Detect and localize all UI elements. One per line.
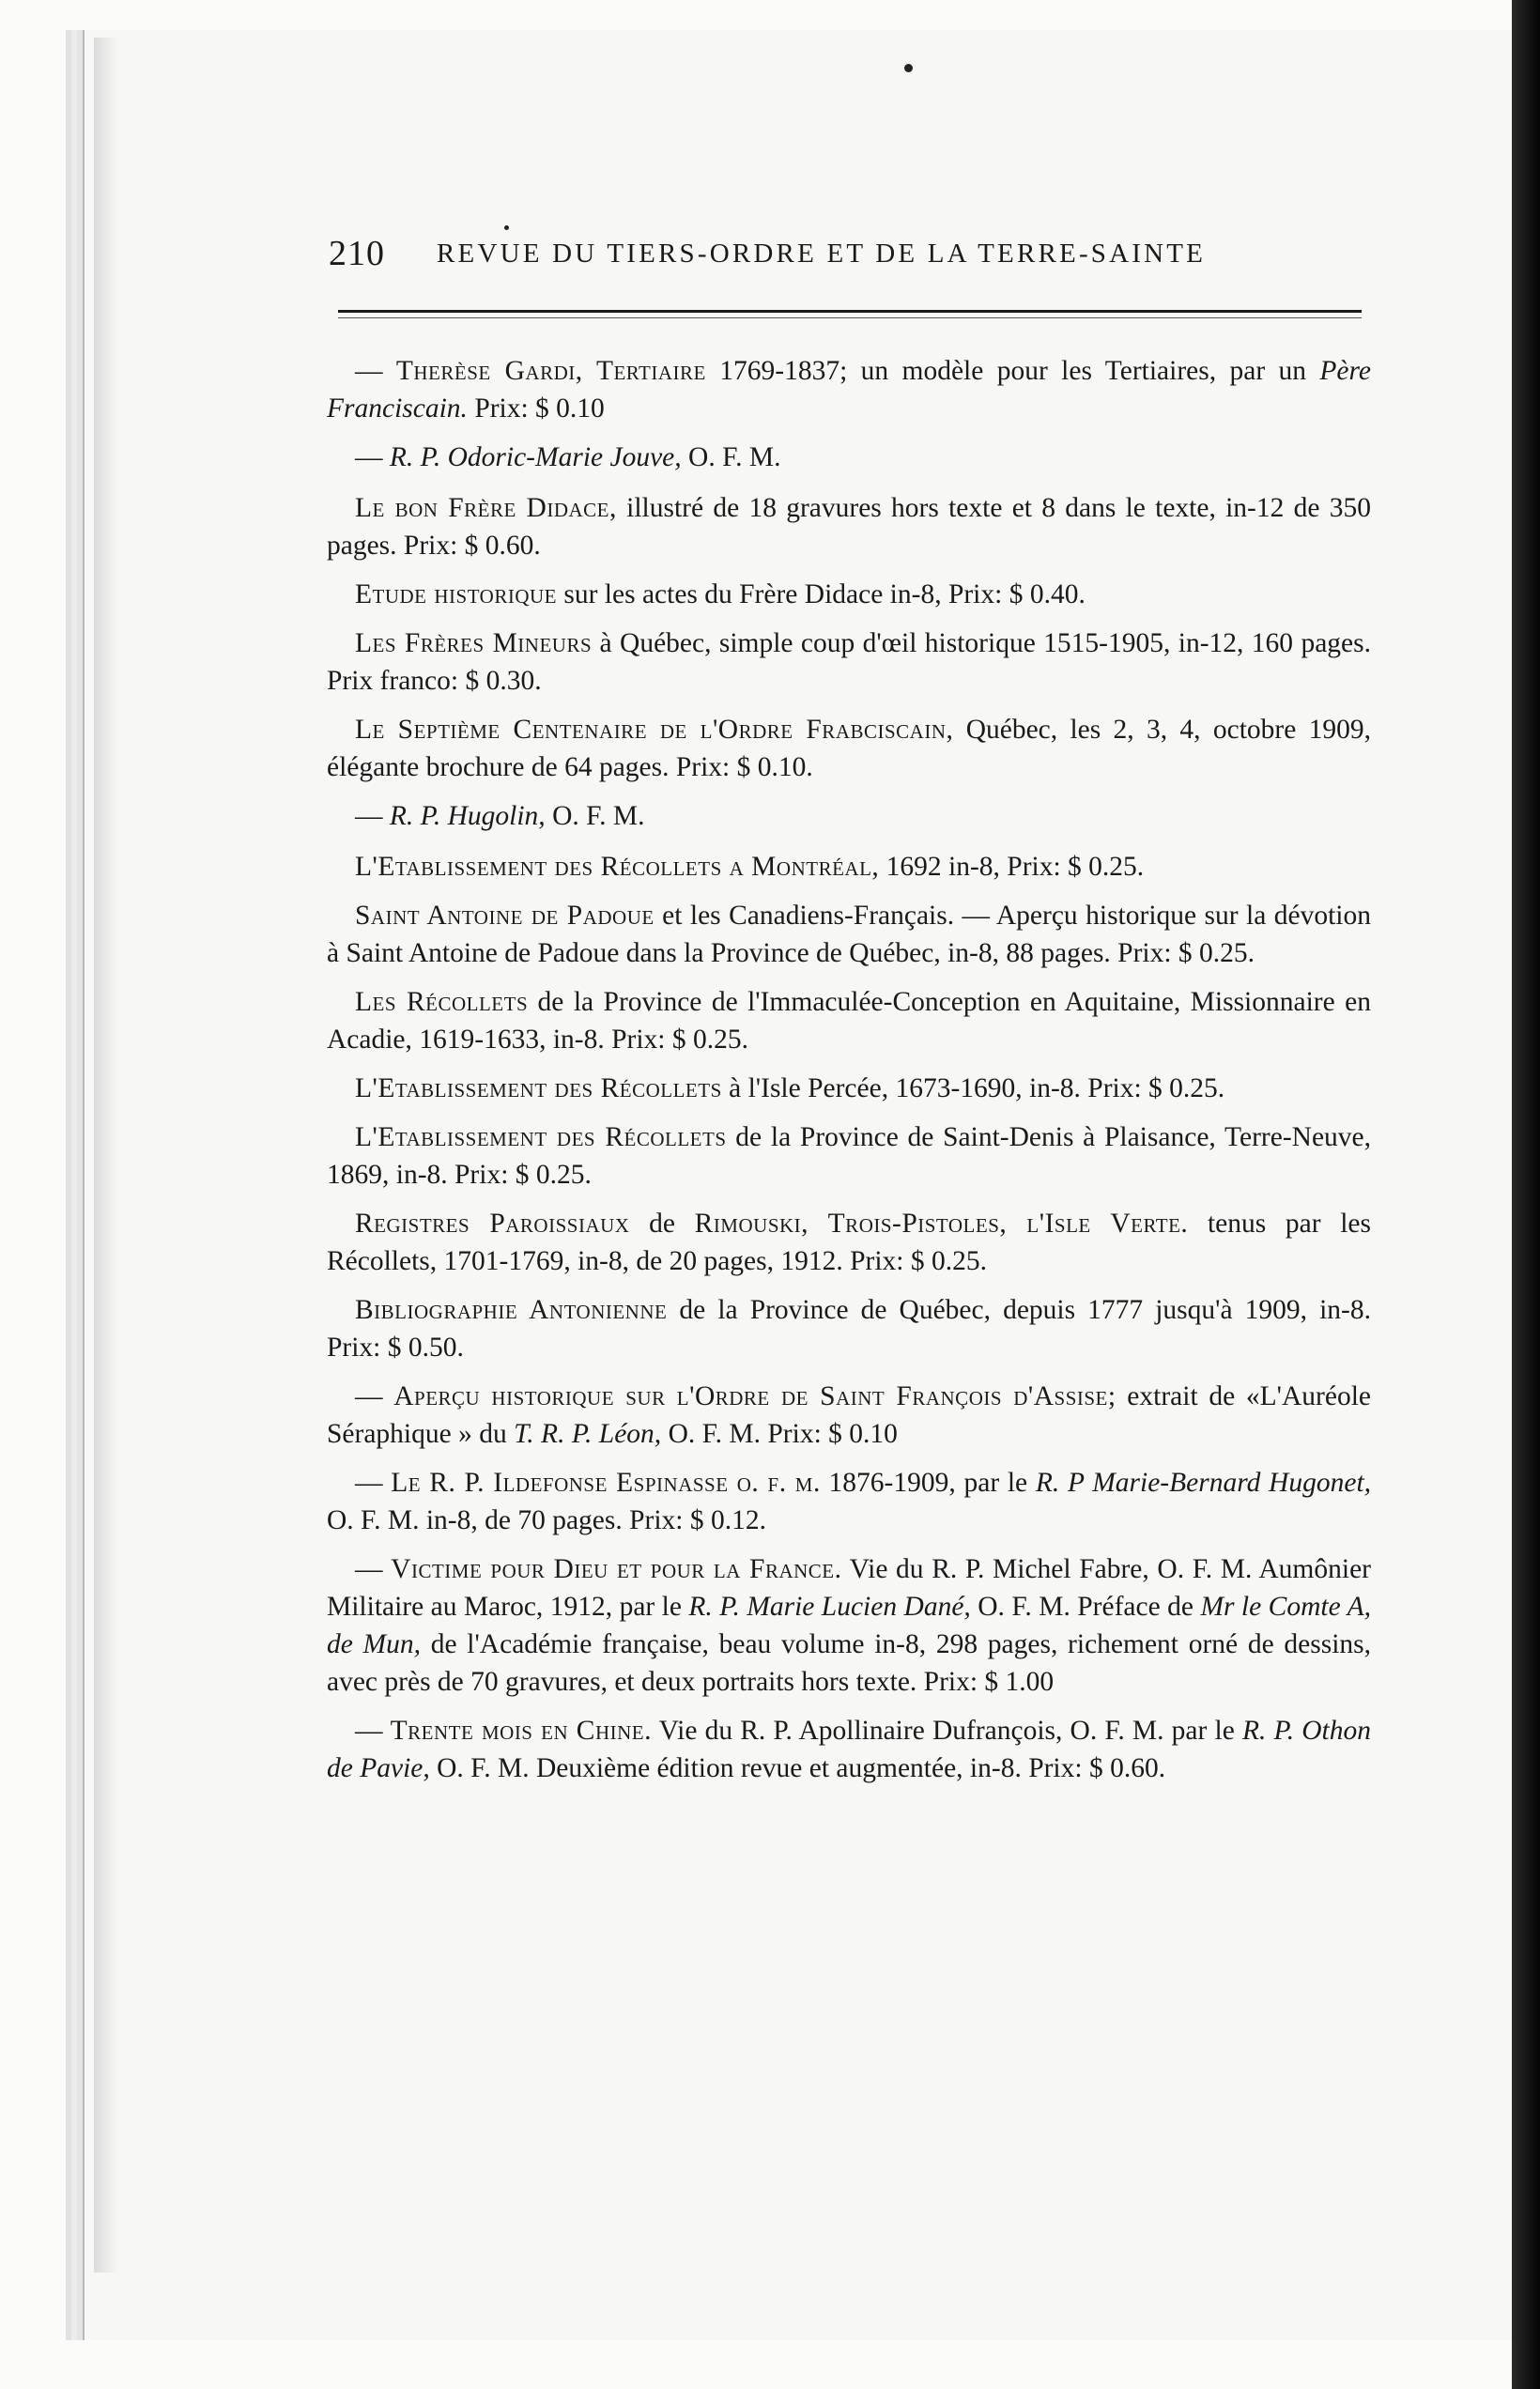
entry-title: Les Récollets [355, 987, 529, 1017]
header-rule [338, 310, 1362, 313]
ink-speck [904, 64, 913, 72]
entry-title: Le bon Frère Didace, [355, 493, 617, 523]
catalog-entry: Le bon Frère Didace, illustré de 18 gravures hors texte et 8 dans le texte, in-12 de 350 pages. Prix: $ 0.60. [327, 493, 1371, 561]
catalog-entry: — Therèse Gardi, Tertiaire 1769-1837; un modèle pour les Tertiaires, par un Père Franciscain. Prix: $ 0.10 [327, 356, 1371, 424]
entry-title: Les Frères Mineurs [355, 628, 593, 658]
entry-title: Victime pour Dieu et pour la France. [391, 1554, 842, 1584]
entry-title: Le Septième Centenaire de l'Ordre Frabciscain, [355, 715, 954, 745]
entry-title: L'Etablissement des Récollets [355, 1122, 727, 1152]
catalog-listing [327, 352, 1371, 1798]
catalog-entry: Le Septième Centenaire de l'Ordre Frabciscain, Québec, les 2, 3, 4, octobre 1909, élégante brochure de 64 pages. Prix: $ 0.10. [327, 715, 1371, 782]
entry-title: L'Etablissement des Récollets [355, 1073, 722, 1103]
entry-title: Trente mois en Chine. [390, 1716, 652, 1746]
page-header [329, 233, 1371, 289]
page-gutter-shadow [94, 38, 118, 2273]
catalog-entry: Les Frères Mineurs à Québec, simple coup d'œil historique 1515-1905, in-12, 160 pages. Prix franco: $ 0.30. [327, 628, 1371, 696]
catalog-entry: — Trente mois en Chine. Vie du R. P. Apollinaire Dufrançois, O. F. M. par le R. P. Othon de Pavie, O. F. M. Deuxième édition revue et augmentée, in-8. Prix: $ 0.60. [327, 1716, 1371, 1783]
entry-title: Saint Antoine de Padoue [355, 901, 654, 931]
entry-title: Registres Paroissiaux [355, 1209, 630, 1239]
catalog-entry: — Le R. P. Ildefonse Espinasse o. f. m. 1876-1909, par le R. P Marie-Bernard Hugonet, O. F. M. in-8, de 70 pages. Prix: $ 0.12. [327, 1468, 1372, 1535]
ink-speck [504, 225, 509, 230]
catalog-entry: Bibliographie Antonienne de la Province de Québec, depuis 1777 jusqu'à 1909, in-8. Prix: $ 0.50. [327, 1295, 1371, 1363]
header-rule-thin [338, 317, 1362, 318]
entry-title: Bibliographie Antonienne [355, 1295, 668, 1325]
entry-title: L'Etablissement des Récollets a Montréal, [355, 852, 880, 882]
entry-title: Le R. P. Ildefonse Espinasse o. f. m. [391, 1468, 821, 1498]
author-line: — R. P. Odoric-Marie Jouve, O. F. M. [355, 442, 781, 472]
entry-title: Therèse Gardi, Tertiaire [395, 356, 706, 386]
scan-dark-edge [1512, 0, 1540, 2389]
catalog-entry: L'Etablissement des Récollets a Montréal, 1692 in-8, Prix: $ 0.25. [355, 852, 1145, 882]
entry-title: Etude historique [355, 579, 557, 609]
catalog-entry: Etude historique sur les actes du Frère Didace in-8, Prix: $ 0.40. [355, 579, 1086, 609]
catalog-entry: — Aperçu historique sur l'Ordre de Saint François d'Assise; extrait de «L'Auréole Séraphique » du T. R. P. Léon, O. F. M. Prix: $ 0.10 [327, 1381, 1371, 1449]
catalog-entry: — Victime pour Dieu et pour la France. Vie du R. P. Michel Fabre, O. F. M. Aumônier Militaire au Maroc, 1912, par le R. P. Marie Lucien Dané, O. F. M. Préface de Mr le Comte A, de Mun, de l'Académie française, beau volume in-8, 298 pages, richement orné de dessins, avec près de 70 gravures, et deux portraits hors texte. Prix: $ 1.00 [327, 1554, 1371, 1697]
entry-title: Aperçu historique sur l'Ordre de Saint François d'Assise; [393, 1381, 1116, 1411]
catalog-entry: Registres Paroissiaux de Rimouski, Trois-Pistoles, l'Isle Verte. tenus par les Récollets, 1701-1769, in-8, de 20 pages, 1912. Prix: $ 0.25. [327, 1209, 1371, 1276]
catalog-entry: L'Etablissement des Récollets de la Province de Saint-Denis à Plaisance, Terre-Neuve, 1869, in-8. Prix: $ 0.25. [327, 1122, 1372, 1190]
page-number: 210 [329, 234, 385, 273]
running-title: REVUE DU TIERS-ORDRE ET DE LA TERRE-SAINTE [437, 239, 1207, 269]
catalog-entry: Les Récollets de la Province de l'Immaculée-Conception en Aquitaine, Missionnaire en Acadie, 1619-1633, in-8. Prix: $ 0.25. [327, 987, 1371, 1055]
catalog-entry: Saint Antoine de Padoue et les Canadiens-Français. — Aperçu historique sur la dévotion à Saint Antoine de Padoue dans la Province de Québec, in-8, 88 pages. Prix: $ 0.25. [327, 901, 1371, 968]
author-line: — R. P. Hugolin, O. F. M. [355, 801, 645, 831]
catalog-entry: L'Etablissement des Récollets à l'Isle Percée, 1673-1690, in-8. Prix: $ 0.25. [355, 1073, 1225, 1103]
